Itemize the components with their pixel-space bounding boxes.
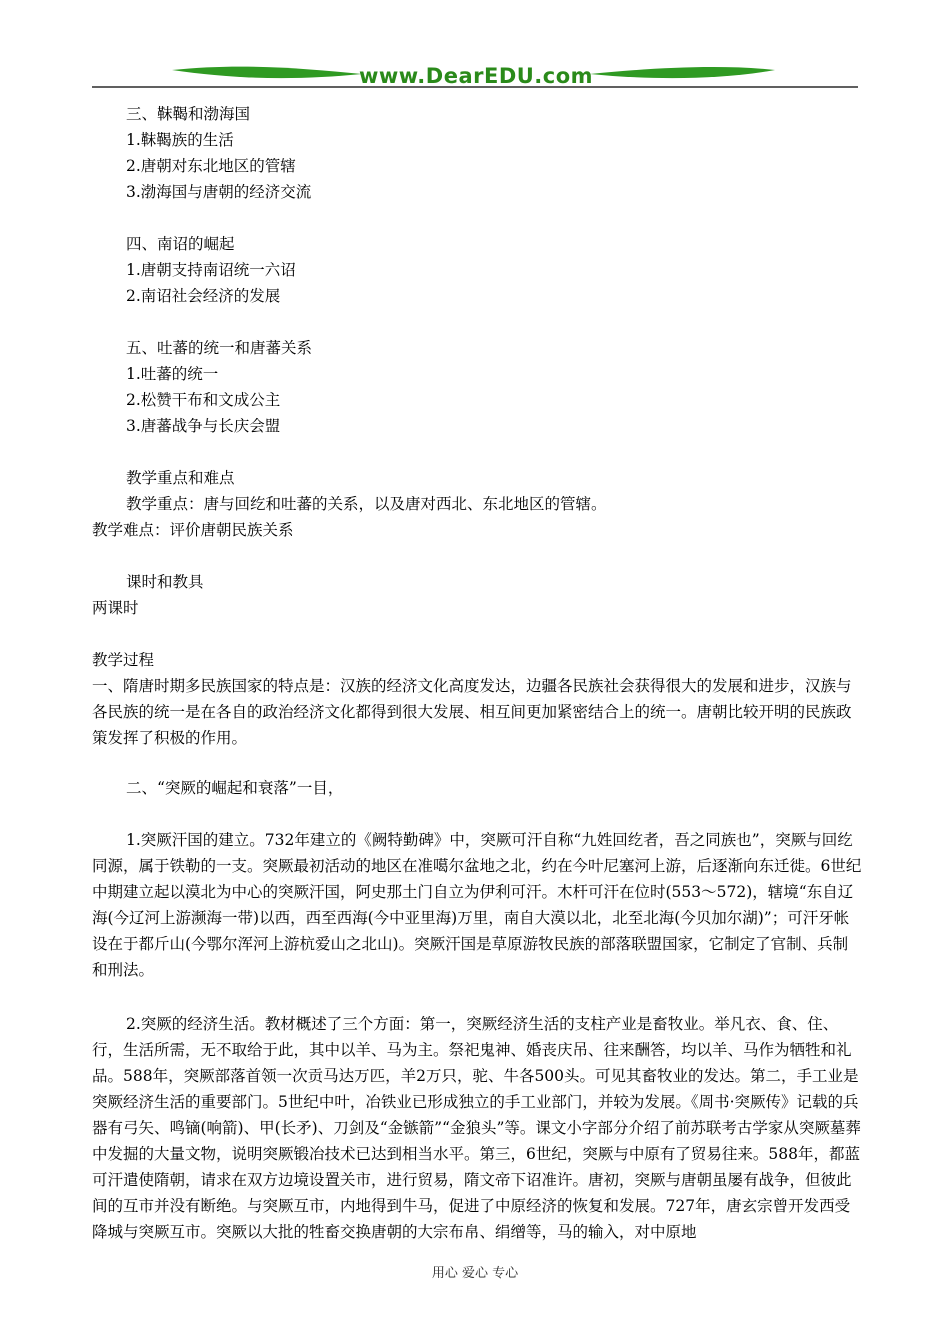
outline-item: 2.松赞干布和文成公主 xyxy=(126,391,281,409)
paragraph-text: 2.突厥的经济生活。教材概述了三个方面：第一，突厥经济生活的支柱产业是畜牧业。举凡衣、食、住、行，生活所需，无不取给于此，其中以羊、马为主。祭祀鬼神、婚丧庆吊、往来酬答，均以羊、马作为牺牲和礼品。588年，突厥部落首领一次贡马达万匹，羊2万只，驼、牛各500头。可见其畜牧业的发达。第二，手工业是突厥经济生活的重要部门。5世纪中叶，冶铁业已形成独立的手工业部门，并较为发展。《周书·突厥传》记载的兵器有弓矢、鸣镝(响箭)、甲(长矛)、刀剑及“金镞箭”“金狼头”等。课文小字部分介绍了前苏联考古学家从突厥墓葬中发掘的大量文物，说明突厥锻冶技术已达到相当水平。第三，6世纪，突厥与中原有了贸易往来。588年，都蓝可汗遣使隋朝，请求在双方边境设置关市，进行贸易，隋文帝下诏准许。唐初，突厥与唐朝虽屡有战争，但彼此间的互市并没有断绝。与突厥互市，内地得到牛马，促进了中原经济的恢复和发展。727年，唐玄宗曾开发西受降城与突厥互市。突厥以大批的牲畜交换唐朝的大宗布帛、绢缯等，马的输入，对中原地 xyxy=(92,1015,861,1241)
paragraph-text: 1.突厥汗国的建立。732年建立的《阙特勤碑》中，突厥可汗自称“九姓回纥者，吾之同族也”，突厥与回纥同源，属于铁勒的一支。突厥最初活动的地区在准噶尔盆地之北，约在今叶尼塞河上游，后逐渐向东迁徙。6世纪中期建立起以漠北为中心的突厥汗国，阿史那土门自立为伊利可汗。木杆可汗在位时(553～572)，辖境“东自辽海(今辽河上游濒海一带)以西，西至西海(今中亚里海)万里，南自大漠以北，北至北海(今贝加尔湖)”；可汗牙帐设在于都斤山(今鄂尔浑河上游杭爱山之北山)。突厥汗国是草原游牧民族的部落联盟国家，它制定了官制、兵制和刑法。 xyxy=(92,831,862,979)
section-heading-hours: 课时和教具 xyxy=(126,573,204,591)
teaching-focus: 教学重点：唐与回纥和吐蕃的关系，以及唐对西北、东北地区的管辖。 xyxy=(126,495,607,513)
outline-item: 1.靺鞨族的生活 xyxy=(126,131,234,149)
paragraph-text: 一、隋唐时期多民族国家的特点是：汉族的经济文化高度发达，边疆各民族社会获得很大的发展和进步，汉族与各民族的统一是在各自的政治经济文化都得到很大发展、相互间更加紧密结合上的统一。唐朝比较开明的民族政策发挥了积极的作用。 xyxy=(92,677,852,747)
outline-item: 3.渤海国与唐朝的经济交流 xyxy=(126,183,312,201)
outline-heading-4: 四、南诏的崛起 xyxy=(126,235,235,253)
outline-heading-5: 五、吐蕃的统一和唐蕃关系 xyxy=(126,339,313,357)
paragraph-subsection xyxy=(92,775,862,801)
teaching-difficulty: 教学难点：评价唐朝民族关系 xyxy=(92,521,294,539)
outline-item: 1.唐朝支持南诏统一六诏 xyxy=(126,261,296,279)
section-heading-process: 教学过程 xyxy=(92,651,155,669)
paragraph-turkic-khaganate xyxy=(92,827,862,983)
outline-item: 2.唐朝对东北地区的管辖 xyxy=(126,157,296,175)
outline-item: 1.吐蕃的统一 xyxy=(126,365,219,383)
paragraph-overview xyxy=(92,673,862,751)
class-hours: 两课时 xyxy=(92,599,139,617)
outline-item: 2.南诏社会经济的发展 xyxy=(126,287,281,305)
paragraph-text: 二、“突厥的崛起和衰落”一目， xyxy=(126,779,344,797)
page-header xyxy=(0,0,950,100)
outline-heading-3: 三、靺鞨和渤海国 xyxy=(126,105,251,123)
section-heading-focus: 教学重点和难点 xyxy=(126,469,235,487)
paragraph-turkic-economy xyxy=(92,1011,862,1245)
site-logo: www.DearEDU.com xyxy=(358,64,594,88)
outline-item: 3.唐蕃战争与长庆会盟 xyxy=(126,417,281,435)
page-footer: 用心 爱心 专心 xyxy=(431,1266,519,1281)
